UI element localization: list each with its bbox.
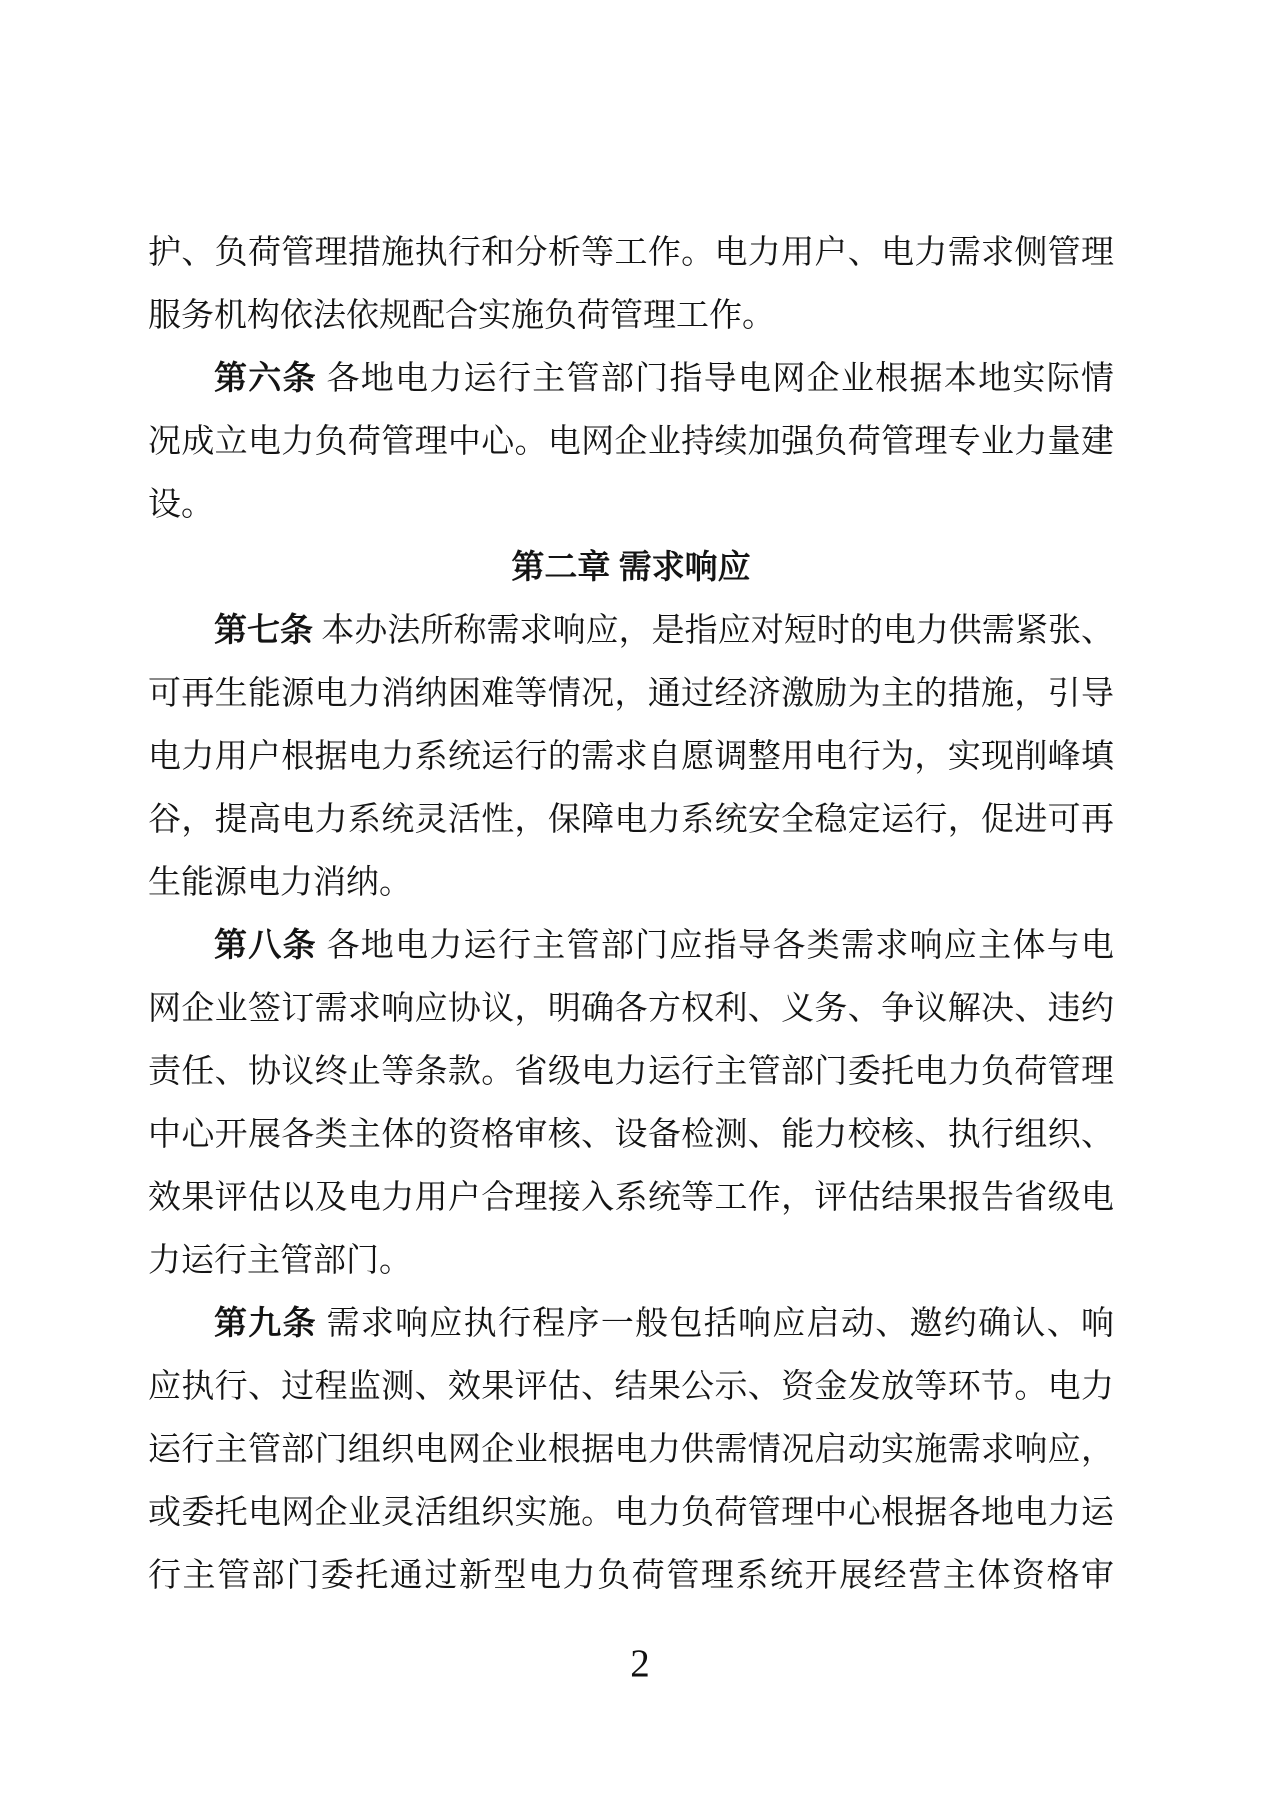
chapter-heading-text: 第二章 需求响应	[511, 550, 751, 586]
line-text: 况成立电力负荷管理中心。电网企业持续加强负荷管理专业力量建	[148, 424, 1114, 460]
line-text: 护、负荷管理措施执行和分析等工作。电力用户、电力需求侧管理	[148, 235, 1114, 271]
line-text: 可再生能源电力消纳困难等情况，通过经济激励为主的措施，引导	[148, 676, 1114, 712]
text-line	[148, 1230, 1114, 1293]
text-line	[148, 726, 1114, 789]
line-text: 运行主管部门组织电网企业根据电力供需情况启动实施需求响应，	[148, 1432, 1114, 1468]
text-line	[148, 411, 1114, 474]
line-text: 本办法所称需求响应，是指应对短时的电力供需紧张、	[321, 613, 1115, 649]
article-number: 第九条	[214, 1306, 317, 1342]
chapter-heading	[148, 537, 1114, 600]
line-text: 生能源电力消纳。	[148, 865, 412, 901]
article-number: 第七条	[214, 613, 314, 649]
line-text: 力运行主管部门。	[148, 1243, 412, 1279]
text-line	[148, 1293, 1114, 1356]
text-line	[148, 1041, 1114, 1104]
text-line	[148, 1419, 1114, 1482]
text-line	[148, 222, 1114, 285]
page-number: 2	[630, 1642, 650, 1685]
line-text: 设。	[148, 487, 214, 523]
line-text: 各地电力运行主管部门指导电网企业根据本地实际情	[326, 361, 1115, 397]
text-line	[148, 663, 1114, 726]
line-text: 电力用户根据电力系统运行的需求自愿调整用电行为，实现削峰填	[148, 739, 1114, 775]
text-line	[148, 1167, 1114, 1230]
line-text: 服务机构依法依规配合实施负荷管理工作。	[148, 298, 775, 334]
text-line	[148, 1104, 1114, 1167]
line-text: 效果评估以及电力用户合理接入系统等工作，评估结果报告省级电	[148, 1180, 1114, 1216]
text-line	[148, 789, 1114, 852]
text-line	[148, 474, 1114, 537]
text-line	[148, 1545, 1114, 1608]
text-line	[148, 852, 1114, 915]
line-text: 网企业签订需求响应协议，明确各方权利、义务、争议解决、违约	[148, 991, 1114, 1027]
article-number: 第八条	[214, 928, 317, 964]
text-line	[148, 978, 1114, 1041]
line-text: 行主管部门委托通过新型电力负荷管理系统开展经营主体资格审	[148, 1558, 1114, 1594]
text-line	[148, 348, 1114, 411]
text-line	[148, 600, 1114, 663]
line-text: 应执行、过程监测、效果评估、结果公示、资金发放等环节。电力	[148, 1369, 1114, 1405]
line-text: 或委托电网企业灵活组织实施。电力负荷管理中心根据各地电力运	[148, 1495, 1114, 1531]
line-text: 中心开展各类主体的资格审核、设备检测、能力校核、执行组织、	[148, 1117, 1114, 1153]
text-line	[148, 915, 1114, 978]
line-text: 需求响应执行程序一般包括响应启动、邀约确认、响	[326, 1306, 1115, 1342]
document-body	[148, 222, 1114, 1608]
text-line	[148, 1356, 1114, 1419]
text-line	[148, 285, 1114, 348]
article-number: 第六条	[214, 361, 317, 397]
text-line	[148, 1482, 1114, 1545]
line-text: 各地电力运行主管部门应指导各类需求响应主体与电	[326, 928, 1115, 964]
line-text: 谷，提高电力系统灵活性，保障电力系统安全稳定运行，促进可再	[148, 802, 1114, 838]
line-text: 责任、协议终止等条款。省级电力运行主管部门委托电力负荷管理	[148, 1054, 1114, 1090]
